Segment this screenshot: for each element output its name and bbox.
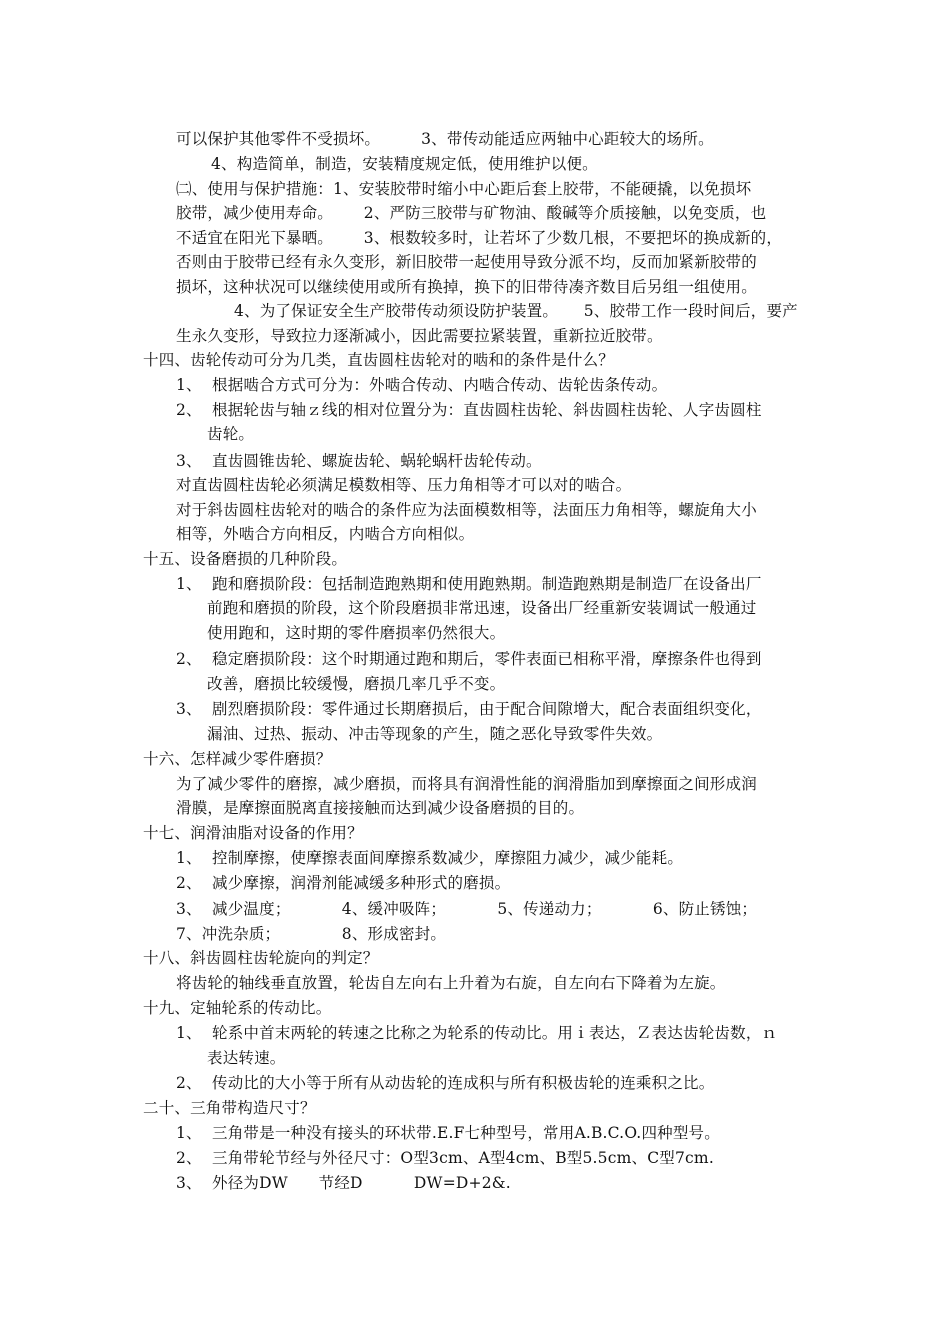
text-line: 否则由于胶带已经有永久变形，新旧胶带一起使用导致分派不均，反而加紧新胶带的 <box>176 253 757 271</box>
text-line: 胶带，减少使用寿命。 2、严防三胶带与矿物油、酸碱等介质接触，以免变质，也 <box>176 204 767 222</box>
text-line: 为了减少零件的磨擦，减少磨损，而将具有润滑性能的润滑脂加到摩擦面之间形成润 <box>176 775 757 793</box>
list-item: 1、 跑和磨损阶段：包括制造跑熟期和使用跑熟期。制造跑熟期是制造厂在设备出厂 <box>176 575 762 593</box>
section-heading: 十六、怎样减少零件磨损？ <box>143 750 332 768</box>
text-line: 对直齿圆柱齿轮必须满足模数相等、压力角相等才可以对的啮合。 <box>176 476 632 494</box>
text-line: 损坏，这种状况可以继续使用或所有换掉，换下的旧带待凑齐数目后另组一组使用。 <box>176 278 757 296</box>
list-item: 1、 根据啮合方式可分为：外啮合传动、内啮合传动、齿轮齿条传动。 <box>176 376 668 394</box>
list-item: 2、 三角带轮节经与外径尺寸：O型3cm、A型4cm、B型5.5cm、C型7cm. <box>176 1149 714 1167</box>
text-line: 前跑和磨损的阶段，这个阶段磨损非常迅速，设备出厂经重新安装调试一般通过 <box>207 599 757 617</box>
list-item: 1、 三角带是一种没有接头的环状带.E.F七种型号，常用A.B.C.O.四种型号。 <box>176 1124 720 1142</box>
text-line: 生永久变形，导致拉力逐渐减小，因此需要拉紧装置，重新拉近胶带。 <box>176 327 663 345</box>
section-heading: 十四、齿轮传动可分为几类，直齿圆柱齿轮对的啮和的条件是什么？ <box>143 351 615 369</box>
text-line: 可以保护其他零件不受损坏。 3、带传动能适应两轴中心距较大的场所。 <box>176 130 714 148</box>
section-heading: 十五、设备磨损的几种阶段。 <box>143 550 348 568</box>
list-item: 2、 稳定磨损阶段：这个时期通过跑和期后，零件表面已相称平滑，摩擦条件也得到 <box>176 650 762 668</box>
text-line: 改善，磨损比较缓慢，磨损几率几乎不变。 <box>207 675 506 693</box>
list-item: 2、 根据轮齿与轴ｚ线的相对位置分为：直齿圆柱齿轮、斜齿圆柱齿轮、人字齿圆柱 <box>176 401 762 419</box>
list-item: 2、 传动比的大小等于所有从动齿轮的连成积与所有积极齿轮的连乘积之比。 <box>176 1074 715 1092</box>
text-line: 相等，外啮合方向相反，内啮合方向相似。 <box>176 525 475 543</box>
text-line: 齿轮。 <box>207 425 255 443</box>
list-item: 1、 轮系中首末两轮的转速之比称之为轮系的传动比。用ｉ表达，Ｚ表达齿轮齿数，ｎ <box>176 1024 778 1042</box>
section-heading: 十八、斜齿圆柱齿轮旋向的判定？ <box>143 949 379 967</box>
section-heading: 十七、润滑油脂对设备的作用？ <box>143 824 363 842</box>
text-line: 将齿轮的轴线垂直放置，轮齿自左向右上升着为右旋，自左向右下降着为左旋。 <box>176 974 726 992</box>
section-heading: 十九、定轴轮系的传动比。 <box>143 999 332 1017</box>
list-item: 7、冲洗杂质； 8、形成密封。 <box>176 925 447 943</box>
list-item: 1、 控制摩擦，使摩擦表面间摩擦系数减少，摩擦阻力减少，减少能耗。 <box>176 849 684 867</box>
text-line: ㈡、使用与保护措施：1、安装胶带时缩小中心距后套上胶带，不能硬撬，以免损坏 <box>176 180 752 198</box>
list-item: 3、 外径为DW 节经D DW=D+2&. <box>176 1174 511 1192</box>
text-line: 4、构造简单，制造，安装精度规定低，使用维护以便。 <box>211 155 598 173</box>
text-line: 漏油、过热、振动、冲击等现象的产生，随之恶化导致零件失效。 <box>207 725 663 743</box>
list-item: 2、 减少摩擦，润滑剂能减缓多种形式的磨损。 <box>176 874 511 892</box>
text-line: 对于斜齿圆柱齿轮对的啮合的条件应为法面模数相等，法面压力角相等，螺旋角大小 <box>176 501 757 519</box>
list-item: 3、 剧烈磨损阶段：零件通过长期磨损后，由于配合间隙增大，配合表面组织变化， <box>176 700 762 718</box>
section-heading: 二十、三角带构造尺寸？ <box>143 1099 316 1117</box>
text-line: 滑膜，是摩擦面脱离直接接触而达到减少设备磨损的目的。 <box>176 799 585 817</box>
text-line: 表达转速。 <box>207 1049 286 1067</box>
text-line: 不适宜在阳光下暴晒。 3、根数较多时，让若坏了少数几根，不要把坏的换成新的， <box>176 229 783 247</box>
list-item: 3、 减少温度； 4、缓冲吸阵； 5、传递动力； 6、防止锈蚀； <box>176 900 758 918</box>
list-item: 3、 直齿圆锥齿轮、螺旋齿轮、蜗轮蜗杆齿轮传动。 <box>176 452 542 470</box>
text-line: 使用跑和，这时期的零件磨损率仍然很大。 <box>207 624 506 642</box>
text-line: 4、为了保证安全生产胶带传动须设防护装置。 5、胶带工作一段时间后，要产 <box>234 302 798 320</box>
